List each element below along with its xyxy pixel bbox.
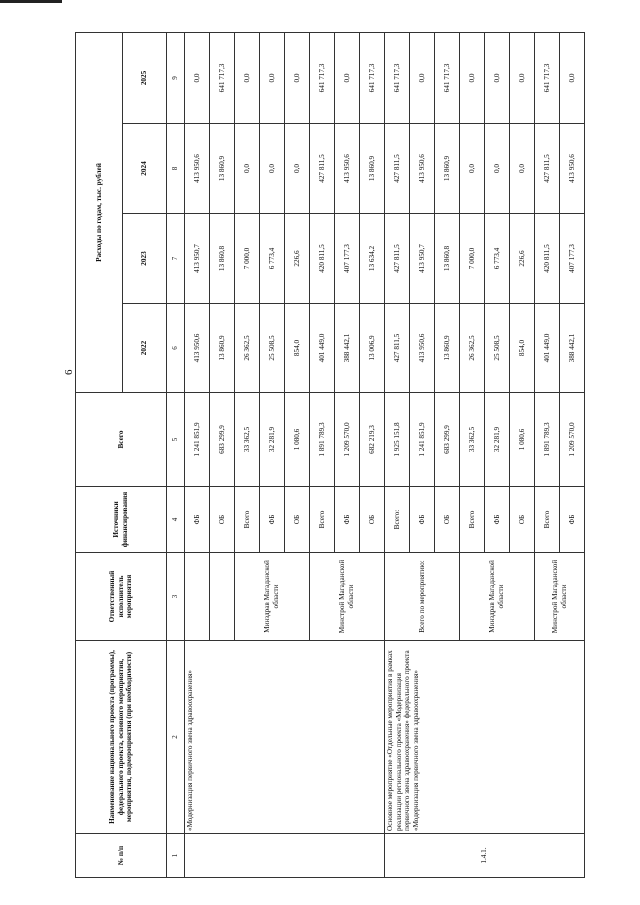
value-2022-cell: 854,0 [285, 304, 310, 393]
value-2024-cell: 427 811,5 [310, 124, 335, 214]
value-2022-cell: 401 449,0 [310, 304, 335, 393]
header-total: Всего [76, 393, 167, 487]
total-cell: 1 080,6 [510, 393, 535, 487]
value-2024-cell: 413 950,6 [410, 124, 435, 214]
total-cell: 33 362,5 [460, 393, 485, 487]
value-2023-cell: 413 950,7 [185, 214, 210, 304]
source-cell: Всего: [385, 487, 410, 553]
source-cell: ФБ [410, 487, 435, 553]
source-cell: ФБ [560, 487, 585, 553]
value-2024-cell: 0,0 [510, 124, 535, 214]
value-2025-cell: 0,0 [510, 32, 535, 123]
total-cell: 683 299,9 [435, 393, 460, 487]
total-cell: 683 299,9 [210, 393, 235, 487]
value-2025-cell: 0,0 [235, 32, 260, 123]
value-2025-cell: 641 717,3 [435, 32, 460, 123]
total-cell: 682 219,3 [360, 393, 385, 487]
header-name: Наименование национального проекта (программы), федерального проекта, основного мероприятия, мероприятия, подмероприятия (при необходимости) [76, 641, 167, 834]
executor-cell: Минстрой Магаданской области [535, 553, 585, 641]
value-2023-cell: 407 177,3 [560, 214, 585, 304]
source-cell: Всего [235, 487, 260, 553]
value-2025-cell: 0,0 [560, 32, 585, 123]
source-cell: ФБ [185, 487, 210, 553]
row-number-cell [185, 834, 385, 878]
table-row [185, 32, 210, 877]
value-2024-cell: 13 860,9 [210, 124, 235, 214]
total-cell: 1 241 851,9 [185, 393, 210, 487]
value-2025-cell: 641 717,3 [385, 32, 410, 123]
executor-cell: Минздрав Магаданской области [460, 553, 535, 641]
value-2024-cell: 0,0 [460, 124, 485, 214]
executor-cell [185, 553, 210, 641]
source-cell: ОБ [510, 487, 535, 553]
value-2022-cell: 854,0 [510, 304, 535, 393]
column-number: 9 [167, 32, 185, 123]
value-2022-cell: 25 508,5 [260, 304, 285, 393]
table-row [385, 32, 410, 877]
header-year: 2025 [123, 32, 167, 123]
source-cell: Всего [310, 487, 335, 553]
source-cell: ОБ [210, 487, 235, 553]
value-2023-cell: 420 811,5 [310, 214, 335, 304]
source-cell: ОБ [360, 487, 385, 553]
value-2022-cell: 413 950,6 [185, 304, 210, 393]
value-2023-cell: 427 811,5 [385, 214, 410, 304]
column-number: 5 [167, 393, 185, 487]
value-2022-cell: 413 950,6 [410, 304, 435, 393]
total-cell: 1 241 851,9 [410, 393, 435, 487]
total-cell: 1 891 789,3 [535, 393, 560, 487]
value-2023-cell: 226,6 [285, 214, 310, 304]
value-2024-cell: 427 811,5 [535, 124, 560, 214]
value-2023-cell: 7 000,0 [235, 214, 260, 304]
value-2024-cell: 13 860,9 [360, 124, 385, 214]
value-2023-cell: 407 177,3 [335, 214, 360, 304]
value-2022-cell: 388 442,1 [335, 304, 360, 393]
value-2023-cell: 6 773,4 [260, 214, 285, 304]
value-2022-cell: 26 362,5 [235, 304, 260, 393]
rotated-page [75, 33, 576, 878]
value-2023-cell: 7 000,0 [460, 214, 485, 304]
total-cell: 32 281,9 [260, 393, 285, 487]
value-2025-cell: 0,0 [335, 32, 360, 123]
value-2022-cell: 427 811,5 [385, 304, 410, 393]
source-cell: Всего [535, 487, 560, 553]
total-cell: 1 209 570,0 [335, 393, 360, 487]
source-cell: ФБ [260, 487, 285, 553]
value-2024-cell: 0,0 [260, 124, 285, 214]
source-cell: ФБ [335, 487, 360, 553]
page-number: 6 [63, 369, 75, 375]
executor-cell: Минстрой Магаданской области [310, 553, 385, 641]
row-number-cell: 1.4.1. [385, 834, 585, 878]
column-number: 8 [167, 124, 185, 214]
column-number: 7 [167, 214, 185, 304]
top-rule [0, 0, 62, 3]
value-2022-cell: 401 449,0 [535, 304, 560, 393]
value-2024-cell: 0,0 [485, 124, 510, 214]
header-year: 2023 [123, 214, 167, 304]
header-year: 2022 [123, 304, 167, 393]
source-cell: ФБ [485, 487, 510, 553]
source-cell: ОБ [285, 487, 310, 553]
executor-cell: Всего по мероприятию: [385, 553, 460, 641]
value-2023-cell: 13 860,8 [210, 214, 235, 304]
value-2025-cell: 641 717,3 [210, 32, 235, 123]
column-number: 6 [167, 304, 185, 393]
total-cell: 1 080,6 [285, 393, 310, 487]
value-2025-cell: 0,0 [185, 32, 210, 123]
value-2025-cell: 641 717,3 [535, 32, 560, 123]
value-2025-cell: 0,0 [260, 32, 285, 123]
value-2022-cell: 26 362,5 [460, 304, 485, 393]
value-2023-cell: 413 950,7 [410, 214, 435, 304]
value-2022-cell: 13 006,9 [360, 304, 385, 393]
value-2023-cell: 420 811,5 [535, 214, 560, 304]
executor-cell: Минздрав Магаданской области [235, 553, 310, 641]
total-cell: 33 362,5 [235, 393, 260, 487]
item-name-cell: «Модернизация первичного звена здравоохранения» [185, 641, 385, 834]
header-expenses: Расходы по годам, тыс. рублей [76, 32, 123, 392]
value-2022-cell: 388 442,1 [560, 304, 585, 393]
value-2025-cell: 0,0 [460, 32, 485, 123]
executor-cell [210, 553, 235, 641]
value-2022-cell: 25 508,5 [485, 304, 510, 393]
source-cell: Всего [460, 487, 485, 553]
value-2024-cell: 413 950,6 [560, 124, 585, 214]
column-number: 3 [167, 553, 185, 641]
value-2024-cell: 427 811,5 [385, 124, 410, 214]
value-2023-cell: 13 860,8 [435, 214, 460, 304]
column-number: 2 [167, 641, 185, 834]
header-num: № п/п [76, 834, 167, 878]
value-2024-cell: 0,0 [235, 124, 260, 214]
value-2022-cell: 13 860,9 [210, 304, 235, 393]
header-year: 2024 [123, 124, 167, 214]
value-2022-cell: 13 860,9 [435, 304, 460, 393]
total-cell: 1 209 570,0 [560, 393, 585, 487]
value-2023-cell: 13 634,2 [360, 214, 385, 304]
total-cell: 32 281,9 [485, 393, 510, 487]
total-cell: 1 925 151,8 [385, 393, 410, 487]
column-number: 1 [167, 834, 185, 878]
table-row [167, 32, 185, 877]
value-2024-cell: 0,0 [285, 124, 310, 214]
value-2025-cell: 641 717,3 [360, 32, 385, 123]
value-2025-cell: 0,0 [485, 32, 510, 123]
column-number: 4 [167, 487, 185, 553]
item-name-cell: Основное мероприятие «Отдельные мероприятия в рамках реализации регионального проекта «Модернизация первичного звена здравоохранения» федерального проекта «Модернизация первичного звена здравоохранения» [385, 641, 585, 834]
value-2023-cell: 226,6 [510, 214, 535, 304]
budget-table [75, 32, 585, 878]
value-2023-cell: 6 773,4 [485, 214, 510, 304]
source-cell: ОБ [435, 487, 460, 553]
value-2024-cell: 413 950,6 [185, 124, 210, 214]
value-2024-cell: 413 950,6 [335, 124, 360, 214]
value-2025-cell: 0,0 [410, 32, 435, 123]
header-source: Источники финансирования [76, 487, 167, 553]
total-cell: 1 891 789,3 [310, 393, 335, 487]
value-2025-cell: 641 717,3 [310, 32, 335, 123]
header-executor: Ответственный исполнитель мероприятия [76, 553, 167, 641]
value-2024-cell: 13 860,9 [435, 124, 460, 214]
value-2025-cell: 0,0 [285, 32, 310, 123]
